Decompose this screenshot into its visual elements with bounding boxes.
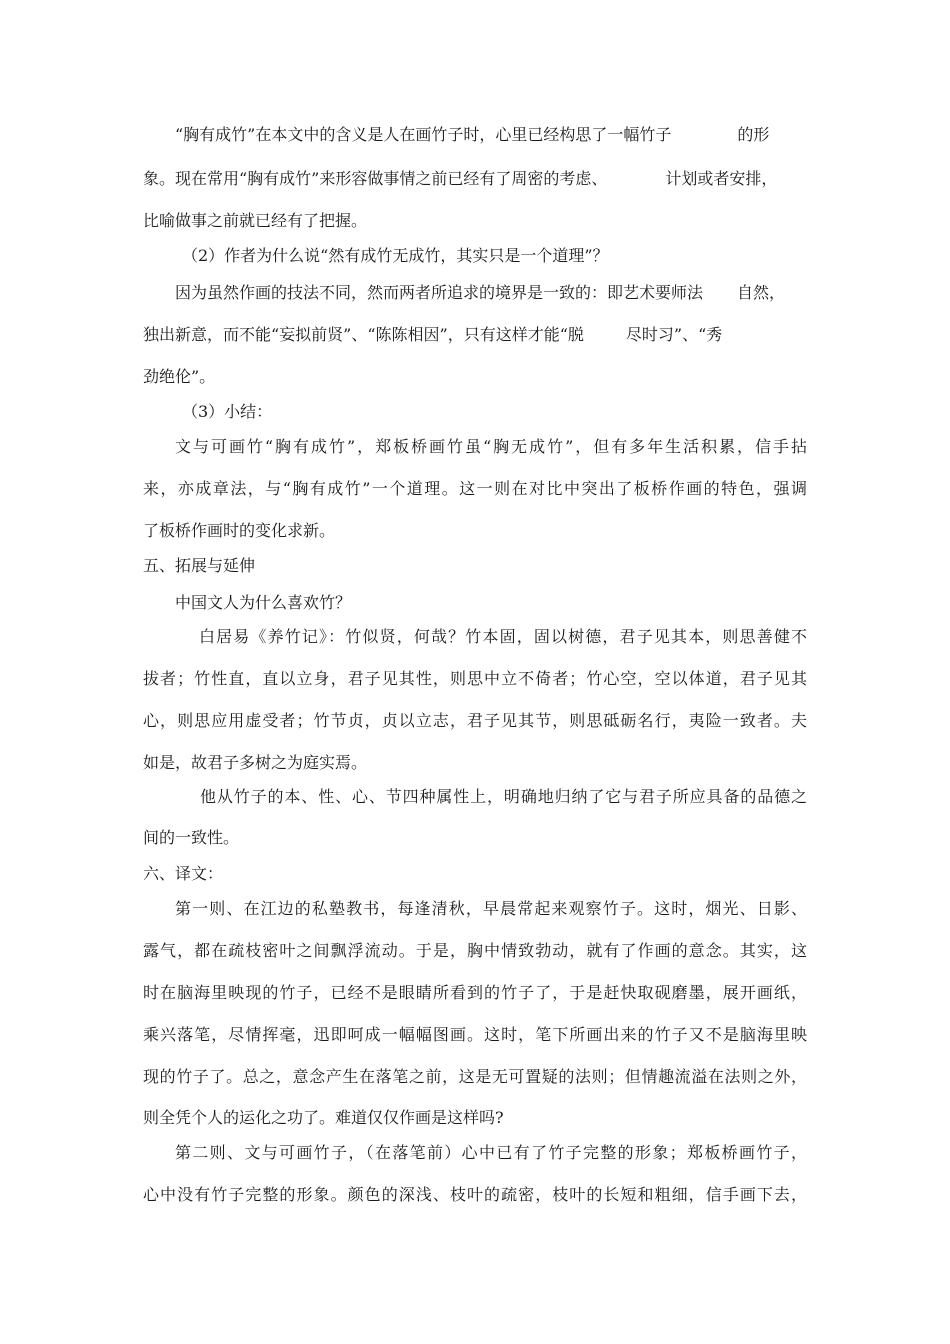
paragraph-line: 他从竹子的本、性、心、节四种属性上，明确地归纳了它与君子所应具备的品德之 bbox=[200, 787, 807, 806]
paragraph-line: 象。现在常用“胸有成竹”来形容做事情之前已经有了周密的考虑、 计划或者安排， bbox=[143, 169, 778, 188]
summary-heading: （3）小结： bbox=[182, 402, 273, 421]
paragraph-line: 乘兴落笔，尽情挥毫，迅即呵成一幅幅图画。这时，笔下所画出来的竹子又不是脑海里映 bbox=[143, 1025, 807, 1044]
question-heading: （2）作者为什么说“然有成竹无成竹，其实只是一个道理”？ bbox=[182, 246, 609, 265]
paragraph-line: 则全凭个人的运化之功了。难道仅仅作画是这样吗? bbox=[143, 1108, 504, 1127]
paragraph-line: 因为虽然作画的技法不同，然而两者所追求的境界是一致的：即艺术要师法 自然， bbox=[175, 283, 786, 302]
paragraph-line: 劲绝伦”。 bbox=[143, 367, 216, 386]
paragraph-line: 心中没有竹子完整的形象。颜色的深浅、枝叶的疏密，枝叶的长短和粗细，信手画下去， bbox=[143, 1185, 807, 1204]
paragraph-line: 如是，故君子多树之为庭实焉。 bbox=[143, 753, 368, 772]
section-heading: 五、拓展与延伸 bbox=[143, 556, 256, 575]
paragraph-line: 露气，都在疏枝密叶之间飘浮流动。于是，胸中情致勃动，就有了作画的意念。其实，这 bbox=[143, 941, 807, 960]
section-heading: 六、译文： bbox=[143, 864, 224, 883]
paragraph-line: 白居易《养竹记》：竹似贤，何哉？竹本固，固以树德，君子见其本，则思善健不 bbox=[199, 627, 807, 646]
paragraph-line: 比喻做事之前就已经有了把握。 bbox=[143, 211, 368, 230]
paragraph-line: 文与可画竹“胸有成竹”，郑板桥画竹虽“胸无成竹”，但有多年生活积累，信手拈 bbox=[175, 437, 807, 456]
paragraph-line: 时在脑海里映现的竹子，已经不是眼睛所看到的竹子了，于是赶快取砚磨墨，展开画纸， bbox=[143, 983, 807, 1002]
paragraph-line: 了板桥作画时的变化求新。 bbox=[143, 521, 336, 540]
paragraph-line: 拔者；竹性直，直以立身，君子见其性，则思中立不倚者；竹心空，空以体道，君子见其 bbox=[143, 669, 807, 688]
paragraph-line: 间的一致性。 bbox=[143, 828, 240, 847]
paragraph-line: 心，则思应用虚受者；竹节贞，贞以立志，君子见其节，则思砥砺名行，夷险一致者。夫 bbox=[143, 711, 807, 730]
paragraph-line: 第二则、文与可画竹子，（在落笔前）心中已有了竹子完整的形象；郑板桥画竹子， bbox=[175, 1143, 807, 1162]
paragraph-line: 第一则、在江边的私塾教书，每逢清秋，早晨常起来观察竹子。这时，烟光、日影、 bbox=[175, 899, 807, 918]
paragraph-line: 现的竹子了。总之，意念产生在落笔之前，这是无可置疑的法则；但情趣流溢在法则之外， bbox=[143, 1067, 807, 1086]
paragraph-line: 来，亦成章法，与“胸有成竹”一个道理。这一则在对比中突出了板桥作画的特色，强调 bbox=[143, 479, 807, 498]
paragraph-line: 中国文人为什么喜欢竹？ bbox=[175, 593, 352, 612]
paragraph-line: “胸有成竹”在本文中的含义是人在画竹子时，心里已经构思了一幅竹子 的形 bbox=[175, 125, 770, 144]
paragraph-line: 独出新意，而不能“妄拟前贤”、“陈陈相因”，只有这样才能“脱 尽时习”、“秀 bbox=[143, 325, 723, 344]
